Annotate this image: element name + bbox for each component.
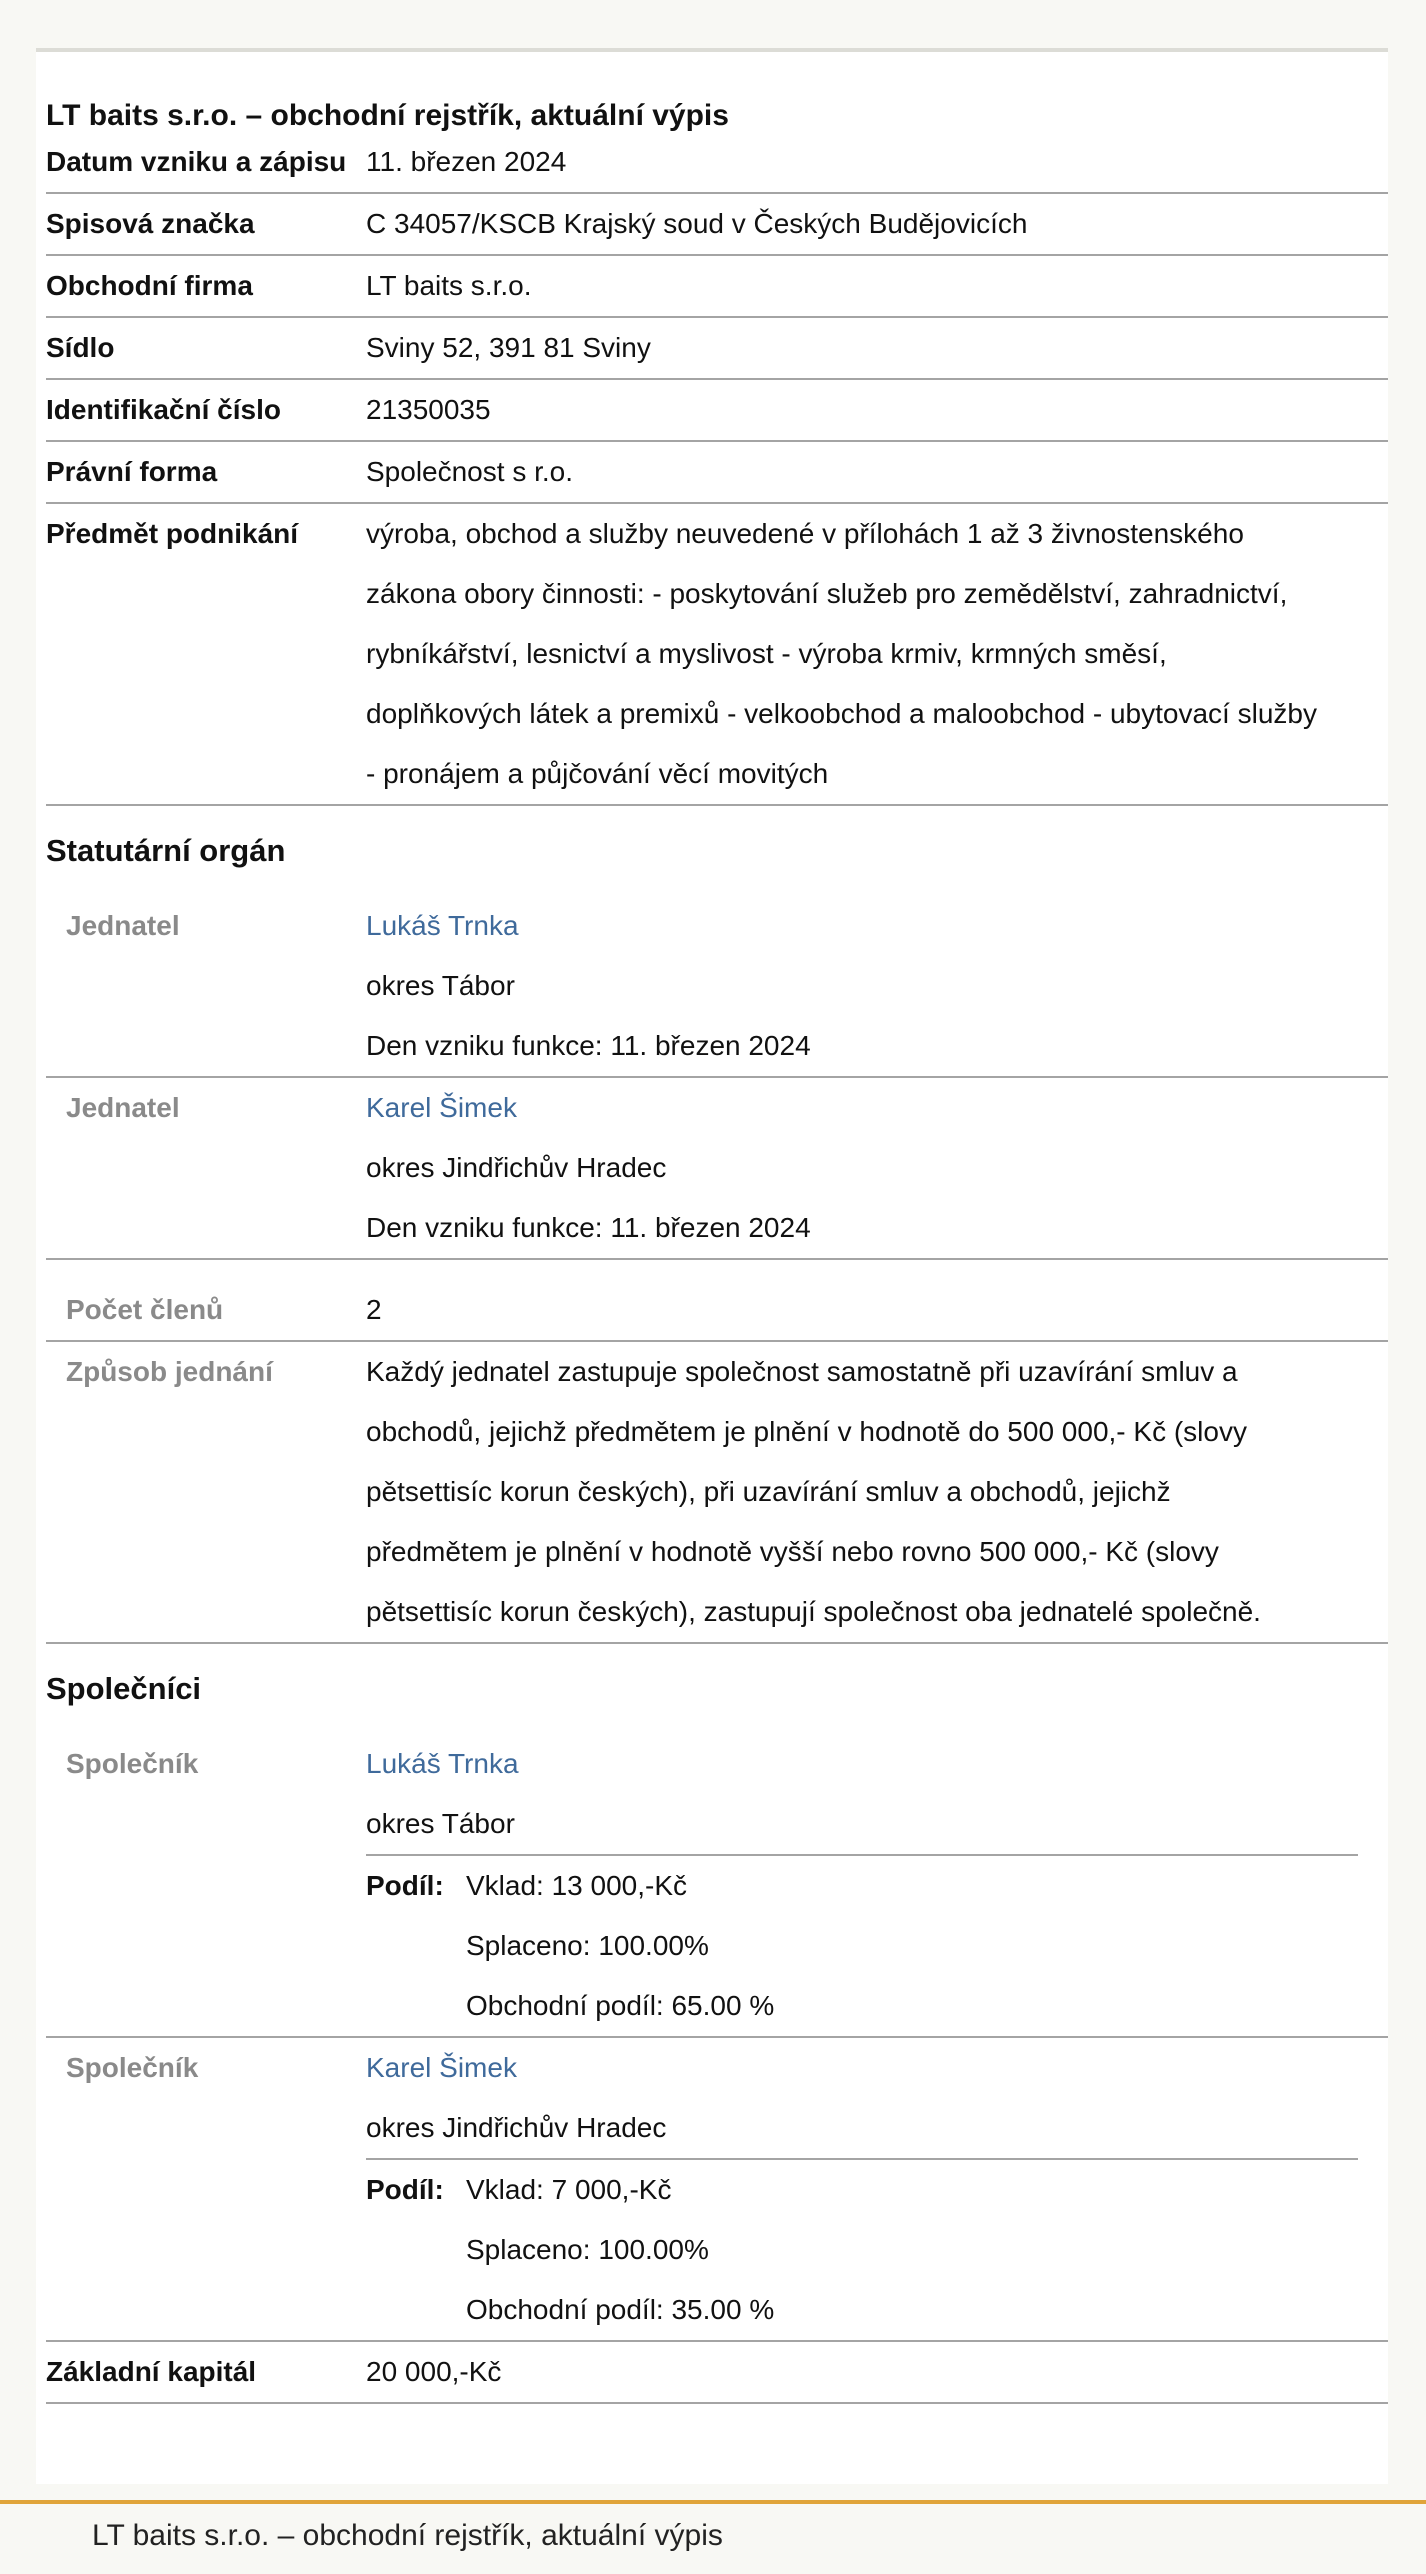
share-percentage: Obchodní podíl: 65.00 % xyxy=(466,1990,775,2021)
row-seat xyxy=(46,318,1388,380)
member-details xyxy=(366,896,1388,1076)
partner-share-block xyxy=(366,1854,1358,2036)
share-percentage: Obchodní podíl: 35.00 % xyxy=(466,2294,775,2325)
partner-share-block xyxy=(366,2158,1358,2340)
member-district: okres Tábor xyxy=(366,970,515,1001)
subject-line: rybníkářství, lesnictví a myslivost - výroba krmiv, krmných směsí, xyxy=(366,638,1167,669)
member-name-link[interactable]: Lukáš Trnka xyxy=(366,910,519,941)
manner-line: předmětem je plnění v hodnotě vyšší nebo rovno 500 000,- Kč (slovy xyxy=(366,1536,1219,1567)
registry-content xyxy=(46,52,1388,2404)
partner-district: okres Tábor xyxy=(366,1808,515,1839)
share-deposit: Vklad: 13 000,-Kč xyxy=(466,1870,688,1901)
partner-item xyxy=(46,1734,1388,2038)
row-value: 11. březen 2024 xyxy=(366,146,567,177)
row-manner-of-acting xyxy=(46,1342,1388,1644)
share-details xyxy=(466,1856,774,2036)
partner-district: okres Jindřichův Hradec xyxy=(366,2112,667,2143)
row-registered-capital xyxy=(46,2342,1388,2404)
share-deposit: Vklad: 7 000,-Kč xyxy=(466,2174,672,2205)
row-value xyxy=(366,1342,1388,1642)
footer-divider xyxy=(0,2500,1426,2504)
partner-details xyxy=(366,2038,1388,2340)
row-legal-form xyxy=(46,442,1388,504)
row-member-count xyxy=(46,1260,1388,1342)
manner-line: pětsettisíc korun českých), zastupují společnost oba jednatelé společně. xyxy=(366,1596,1261,1627)
page-title: LT baits s.r.o. – obchodní rejstřík, aktuální výpis xyxy=(46,99,729,132)
manner-line: Každý jednatel zastupuje společnost samostatně při uzavírání smluv a xyxy=(366,1356,1238,1387)
share-details xyxy=(466,2160,774,2340)
section-partners-heading: Společníci xyxy=(46,1671,202,1706)
partner-role: Společník xyxy=(66,2052,199,2083)
manner-line: pětsettisíc korun českých), při uzavírání smluv a obchodů, jejichž xyxy=(366,1476,1171,1507)
section-statutory-heading: Statutární orgán xyxy=(46,833,286,868)
row-label: Datum vzniku a zápisu xyxy=(46,146,347,177)
member-role: Jednatel xyxy=(66,1092,180,1123)
member-details xyxy=(366,1078,1388,1258)
partner-name-link[interactable]: Karel Šimek xyxy=(366,2052,517,2083)
row-business-subject xyxy=(46,504,1388,806)
row-label: Sídlo xyxy=(46,332,115,363)
row-value xyxy=(366,504,1388,804)
partner-role: Společník xyxy=(66,1748,199,1779)
member-name-link[interactable]: Karel Šimek xyxy=(366,1092,517,1123)
row-date-established xyxy=(46,132,1388,194)
member-since: Den vzniku funkce: 11. březen 2024 xyxy=(366,1212,811,1243)
partner-name-link[interactable]: Lukáš Trnka xyxy=(366,1748,519,1779)
row-value: C 34057/KSCB Krajský soud v Českých Budějovicích xyxy=(366,208,1028,239)
registry-extract-card xyxy=(36,52,1388,2484)
row-value: 21350035 xyxy=(366,394,491,425)
row-value: LT baits s.r.o. xyxy=(366,270,532,301)
subject-line: doplňkových látek a premixů - velkoobchod a maloobchod - ubytovací služby xyxy=(366,698,1317,729)
share-paid: Splaceno: 100.00% xyxy=(466,2234,709,2265)
row-label: Obchodní firma xyxy=(46,270,253,301)
member-since: Den vzniku funkce: 11. březen 2024 xyxy=(366,1030,811,1061)
partner-details xyxy=(366,1734,1388,2036)
member-district: okres Jindřichův Hradec xyxy=(366,1152,667,1183)
statutory-member xyxy=(46,1078,1388,1260)
manner-line: obchodů, jejichž předmětem je plnění v hodnotě do 500 000,- Kč (slovy xyxy=(366,1416,1247,1447)
row-label: Způsob jednání xyxy=(66,1356,273,1387)
row-company-name xyxy=(46,256,1388,318)
share-label: Podíl: xyxy=(366,1870,444,1901)
row-label: Identifikační číslo xyxy=(46,394,281,425)
subject-line: výroba, obchod a služby neuvedené v přílohách 1 až 3 živnostenského xyxy=(366,518,1244,549)
partner-item xyxy=(46,2038,1388,2342)
subject-line: zákona obory činnosti: - poskytování služeb pro zemědělství, zahradnictví, xyxy=(366,578,1288,609)
member-role: Jednatel xyxy=(66,910,180,941)
share-paid: Splaceno: 100.00% xyxy=(466,1930,709,1961)
row-label: Předmět podnikání xyxy=(46,518,299,549)
footer-title: LT baits s.r.o. – obchodní rejstřík, aktuální výpis xyxy=(92,2519,723,2552)
subject-line: - pronájem a půjčování věcí movitých xyxy=(366,758,829,789)
row-value: Sviny 52, 391 81 Sviny xyxy=(366,332,651,363)
row-value: 2 xyxy=(366,1294,382,1325)
row-value: Společnost s r.o. xyxy=(366,456,574,487)
row-label: Právní forma xyxy=(46,456,218,487)
row-id-number xyxy=(46,380,1388,442)
row-label: Spisová značka xyxy=(46,208,255,239)
row-label: Počet členů xyxy=(66,1294,224,1325)
row-label: Základní kapitál xyxy=(46,2356,257,2387)
row-value: 20 000,-Kč xyxy=(366,2356,502,2387)
share-label: Podíl: xyxy=(366,2174,444,2205)
statutory-member xyxy=(46,896,1388,1078)
row-file-number xyxy=(46,194,1388,256)
